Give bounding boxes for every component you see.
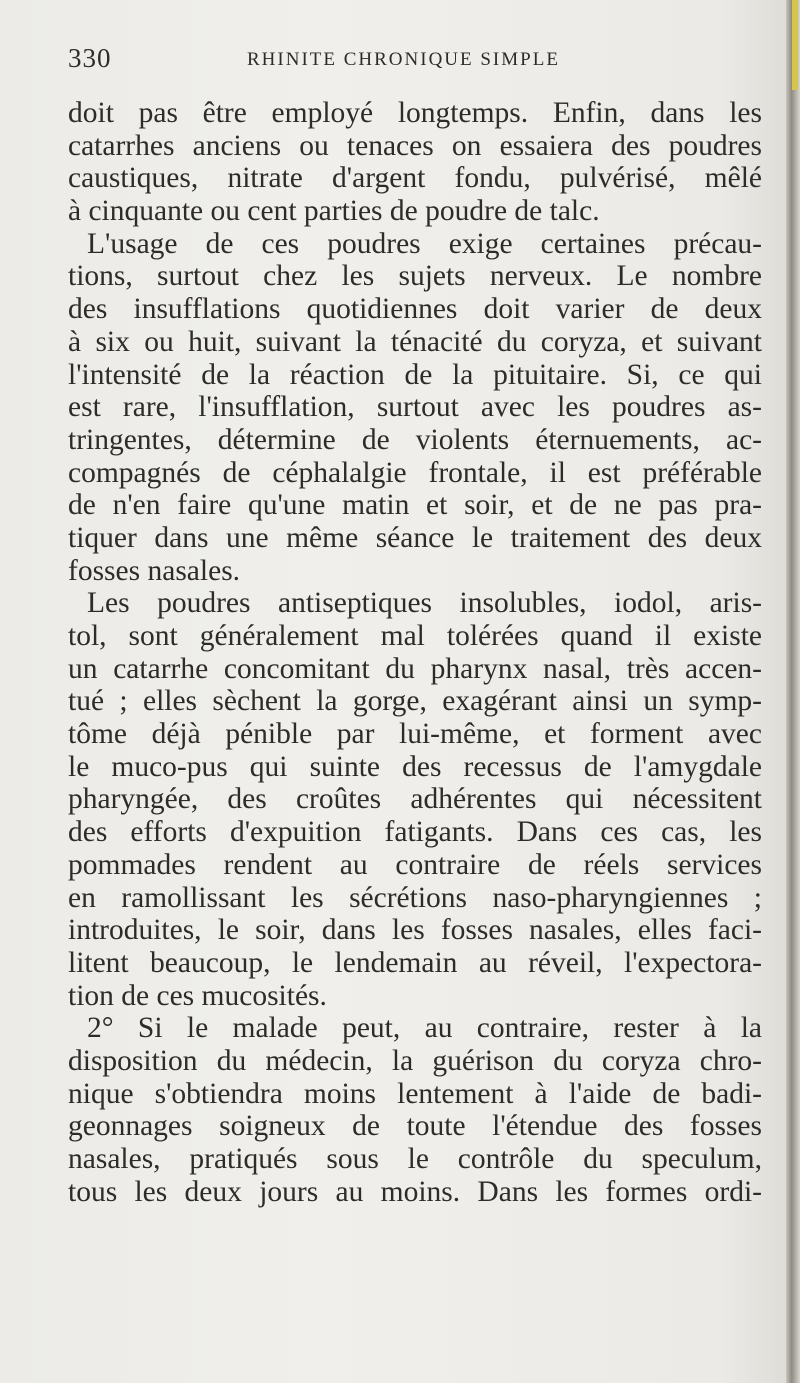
text-line: est rare, l'insufflation, surtout avec les poudres as- <box>68 391 762 424</box>
text-line: compagnés de céphalalgie frontale, il est préférable <box>68 456 762 489</box>
text-line: un catarrhe concomitant du pharynx nasal, très accen- <box>68 652 762 685</box>
text-line: des insufflations quotidiennes doit varier de deux <box>68 293 762 326</box>
text-line: des efforts d'expuition fatigants. Dans ces cas, les <box>68 816 762 849</box>
text-line: disposition du médecin, la guérison du coryza chro- <box>68 1044 762 1077</box>
text-line: tiquer dans une même séance le traitement des deux <box>68 521 762 554</box>
body-text <box>68 97 762 1208</box>
running-title: RHINITE CHRONIQUE SIMPLE <box>247 49 560 70</box>
page-edge <box>786 0 800 1383</box>
text-line: tringentes, détermine de violents éternuements, ac- <box>68 423 762 456</box>
text-line: pommades rendent au contraire de réels services <box>68 848 762 881</box>
text-line: fosses nasales. <box>68 554 241 587</box>
text-line: litent beaucoup, le lendemain au réveil, l'expectora- <box>68 946 762 979</box>
text-line: geonnages soigneux de toute l'étendue des fosses <box>68 1110 762 1143</box>
text-line: l'intensité de la réaction de la pituitaire. Si, ce qui <box>68 358 762 391</box>
text-line: tous les deux jours au moins. Dans les formes ordi- <box>68 1175 762 1208</box>
text-line: catarrhes anciens ou tenaces on essaiera des poudres <box>68 129 762 162</box>
text-line: L'usage de ces poudres exige certaines précau- <box>87 227 762 260</box>
page-number: 330 <box>68 43 112 73</box>
text-line: à six ou huit, suivant la ténacité du coryza, et suivant <box>68 325 762 358</box>
text-line: 2° Si le malade peut, au contraire, rester à la <box>87 1012 762 1045</box>
text-line: à cinquante ou cent parties de poudre de talc. <box>68 195 600 228</box>
text-line: introduites, le soir, dans les fosses nasales, elles faci- <box>68 914 762 947</box>
text-line: tôme déjà pénible par lui-même, et forment avec <box>68 718 762 751</box>
text-line: le muco-pus qui suinte des recessus de l'amygdale <box>68 750 762 783</box>
text-line: pharyngée, des croûtes adhérentes qui nécessitent <box>68 783 762 816</box>
text-line: tions, surtout chez les sujets nerveux. Le nombre <box>68 260 762 293</box>
text-line: caustiques, nitrate d'argent fondu, pulvérisé, mêlé <box>68 162 762 195</box>
text-line: nasales, pratiqués sous le contrôle du speculum, <box>68 1143 762 1175</box>
text-line: nique s'obtiendra moins lentement à l'aide de badi- <box>68 1077 762 1110</box>
text-line: tion de ces mucosités. <box>68 979 327 1012</box>
text-line: de n'en faire qu'une matin et soir, et de ne pas pra- <box>68 489 762 522</box>
text-line: en ramollissant les sécrétions naso-pharyngiennes ; <box>68 881 762 914</box>
text-line: doit pas être employé longtemps. Enfin, dans les <box>68 97 762 129</box>
page-edge-marker <box>792 0 798 90</box>
page-header <box>68 43 748 77</box>
text-line: tol, sont généralement mal tolérées quand il existe <box>68 620 762 652</box>
text-line: Les poudres antiseptiques insolubles, iodol, aris- <box>87 587 762 620</box>
text-line: tué ; elles sèchent la gorge, exagérant ainsi un symp- <box>68 685 762 718</box>
